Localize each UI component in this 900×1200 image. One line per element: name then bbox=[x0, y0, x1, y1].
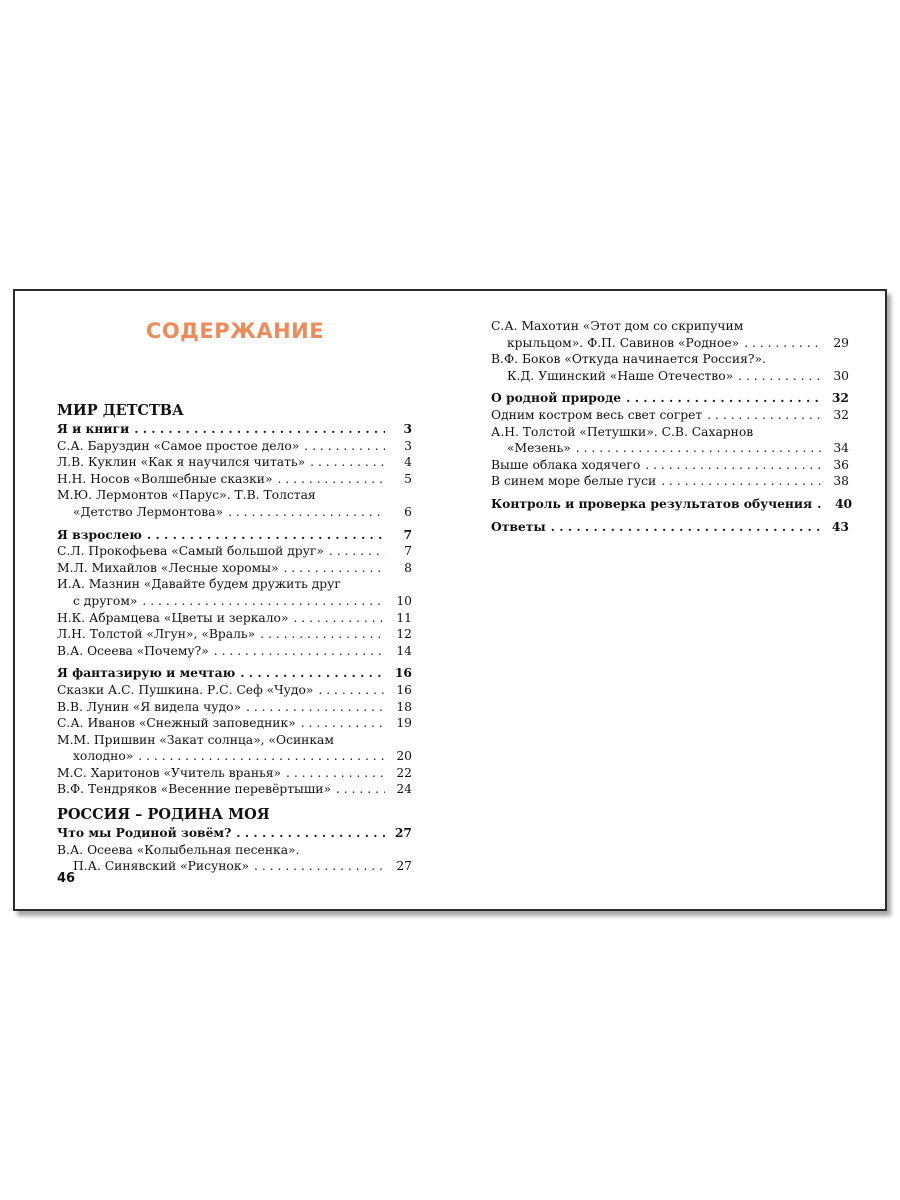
entry-text: В.Ф. Боков «Откуда начинается Россия?». bbox=[491, 352, 766, 367]
entry-text: В синем море белые гуси bbox=[491, 474, 657, 489]
entry-text: О родной природе bbox=[491, 390, 622, 406]
entry-text: М.М. Пришвин «Закат солнца», «Осинкам bbox=[57, 732, 334, 747]
dot-leader bbox=[329, 543, 385, 560]
entry-page: 4 bbox=[404, 455, 412, 470]
entry-page: 7 bbox=[404, 544, 412, 559]
dot-leader bbox=[236, 825, 385, 842]
entry-page: 43 bbox=[831, 518, 849, 534]
toc-entry bbox=[57, 732, 412, 765]
dot-leader bbox=[576, 440, 822, 457]
entry-page: 32 bbox=[833, 407, 849, 422]
toc-entry bbox=[57, 543, 412, 560]
entry-page: 16 bbox=[396, 682, 412, 697]
toc-entry bbox=[57, 765, 412, 782]
toc-entry bbox=[491, 495, 853, 513]
entry-text: С.А. Иванов «Снежный заповедник» bbox=[57, 716, 296, 731]
dot-leader bbox=[293, 610, 385, 627]
entry-page: 3 bbox=[404, 438, 412, 453]
toc-entry bbox=[57, 626, 412, 643]
toc-entry bbox=[491, 318, 849, 351]
entry-page: 38 bbox=[833, 474, 849, 489]
dot-leader bbox=[214, 643, 385, 660]
toc-entry bbox=[57, 527, 412, 544]
entry-page: 18 bbox=[396, 699, 412, 714]
toc-group bbox=[57, 765, 412, 798]
toc-group bbox=[57, 527, 412, 577]
toc-entry bbox=[57, 560, 412, 577]
dot-leader bbox=[707, 407, 822, 424]
dot-leader bbox=[645, 457, 822, 474]
toc-entry bbox=[57, 643, 412, 660]
entry-text: В.В. Лунин «Я видела чудо» bbox=[57, 699, 242, 714]
dot-leader bbox=[134, 421, 385, 438]
entry-text: В.Ф. Тендряков «Весенние перевёртыши» bbox=[57, 782, 331, 797]
entry-text: Н.Н. Носов «Волшебные сказки» bbox=[57, 471, 273, 486]
toc-entry bbox=[57, 699, 412, 716]
dot-leader bbox=[817, 496, 825, 513]
entry-text: Л.Н. Толстой «Лгун», «Враль» bbox=[57, 627, 256, 642]
entry-page: 36 bbox=[833, 457, 849, 472]
entry-text: Я взрослею bbox=[57, 526, 142, 542]
entry-text: Л.В. Куклин «Как я научился читать» bbox=[57, 455, 306, 470]
entry-text: В.А. Осеева «Почему?» bbox=[57, 643, 209, 658]
entry-text: К.Д. Ушинский «Наше Отечество» bbox=[507, 368, 734, 383]
dot-leader bbox=[254, 858, 385, 875]
entry-text: С.Л. Прокофьева «Самый большой друг» bbox=[57, 544, 324, 559]
toc-entry bbox=[57, 842, 412, 875]
entry-text: Контроль и проверка результатов обучения bbox=[491, 495, 813, 511]
dot-leader bbox=[551, 519, 822, 536]
toc-group bbox=[491, 457, 849, 490]
right-column bbox=[491, 318, 853, 535]
toc-entry bbox=[491, 473, 849, 490]
entry-page: 20 bbox=[396, 749, 412, 764]
entry-text: крыльцом». Ф.П. Савинов «Родное» bbox=[507, 335, 740, 350]
entry-text: Выше облака ходячего bbox=[491, 457, 641, 472]
dot-leader bbox=[138, 748, 385, 765]
entry-text: «Мезень» bbox=[507, 441, 571, 456]
dot-leader bbox=[240, 665, 385, 682]
left-column bbox=[57, 402, 412, 875]
entry-text: холодно» bbox=[73, 749, 134, 764]
entry-text: Что мы Родиной зовём? bbox=[57, 825, 232, 841]
entry-text: П.А. Синявский «Рисунок» bbox=[73, 859, 250, 874]
entry-text: М.Л. Михайлов «Лесные хоромы» bbox=[57, 560, 279, 575]
dot-leader bbox=[304, 438, 385, 455]
entry-text: Я фантазирую и мечтаю bbox=[57, 665, 236, 681]
toc-group bbox=[57, 610, 412, 660]
entry-text: Я и книги bbox=[57, 421, 130, 436]
entry-page: 11 bbox=[396, 610, 412, 625]
entry-page: 19 bbox=[396, 716, 412, 731]
dot-leader bbox=[278, 471, 386, 488]
toc-group bbox=[57, 825, 412, 842]
entry-page: 10 bbox=[396, 593, 412, 608]
dot-leader bbox=[336, 781, 385, 798]
toc-entry bbox=[57, 682, 412, 699]
book-page-spread bbox=[13, 289, 887, 911]
entry-page: 12 bbox=[396, 627, 412, 642]
dot-leader bbox=[301, 715, 385, 732]
entry-page: 27 bbox=[396, 859, 412, 874]
dot-leader bbox=[246, 699, 385, 716]
toc-group bbox=[491, 390, 849, 423]
dot-leader bbox=[286, 765, 385, 782]
toc-entry bbox=[57, 781, 412, 798]
toc-entry bbox=[491, 424, 849, 457]
entry-page: 22 bbox=[396, 765, 412, 780]
toc-group bbox=[57, 665, 412, 731]
page-number: 46 bbox=[57, 871, 76, 886]
entry-page: 3 bbox=[403, 421, 412, 436]
toc-entry bbox=[491, 351, 849, 384]
dot-leader bbox=[318, 682, 385, 699]
entry-text: Ответы bbox=[491, 518, 546, 534]
entry-page: 24 bbox=[396, 782, 412, 797]
entry-text: М.С. Харитонов «Учитель вранья» bbox=[57, 765, 282, 780]
dot-leader bbox=[228, 504, 385, 521]
dot-leader bbox=[260, 626, 385, 643]
toc-group bbox=[491, 495, 853, 513]
dot-leader bbox=[142, 593, 385, 610]
toc-entry bbox=[491, 390, 849, 407]
dot-leader bbox=[310, 454, 385, 471]
entry-text: Одним костром весь свет согрет bbox=[491, 407, 703, 422]
page-title: СОДЕРЖАНИЕ bbox=[145, 319, 325, 343]
entry-text: В.А. Осеева «Колыбельная песенка». bbox=[57, 842, 300, 857]
section-heading: МИР ДЕТСТВА bbox=[57, 402, 184, 419]
toc-entry bbox=[491, 457, 849, 474]
toc-entry bbox=[57, 454, 412, 471]
entry-page: 27 bbox=[394, 825, 412, 841]
toc-entry bbox=[57, 825, 412, 842]
toc-entry bbox=[57, 438, 412, 455]
entry-page: 16 bbox=[394, 665, 412, 681]
dot-leader bbox=[744, 335, 822, 352]
toc-group bbox=[57, 421, 412, 487]
entry-page: 40 bbox=[834, 495, 853, 511]
entry-text: Сказки А.С. Пушкина. Р.С. Сеф «Чудо» bbox=[57, 682, 314, 697]
dot-leader bbox=[661, 473, 822, 490]
entry-text: И.А. Мазнин «Давайте будем дружить друг bbox=[57, 577, 341, 592]
toc-entry bbox=[57, 715, 412, 732]
entry-text: М.Ю. Лермонтов «Парус». Т.В. Толстая bbox=[57, 488, 316, 503]
entry-text: с другом» bbox=[73, 593, 138, 608]
toc-entry bbox=[57, 665, 412, 682]
entry-page: 7 bbox=[403, 526, 412, 542]
entry-page: 30 bbox=[833, 368, 849, 383]
dot-leader bbox=[283, 560, 385, 577]
entry-text: А.Н. Толстой «Петушки». С.В. Сахарнов bbox=[491, 424, 754, 439]
dot-leader bbox=[147, 527, 385, 544]
entry-text: С.А. Махотин «Этот дом со скрипучим bbox=[491, 319, 744, 333]
entry-page: 34 bbox=[833, 441, 849, 456]
toc-entry bbox=[57, 421, 412, 438]
entry-page: 32 bbox=[831, 390, 849, 406]
entry-page: 29 bbox=[833, 335, 849, 350]
toc-entry bbox=[491, 519, 849, 536]
entry-text: «Детство Лермонтова» bbox=[73, 504, 224, 519]
section-heading: РОССИЯ – РОДИНА МОЯ bbox=[57, 806, 270, 824]
entry-text: С.А. Баруздин «Самое простое дело» bbox=[57, 438, 300, 453]
entry-page: 6 bbox=[404, 504, 412, 519]
toc-entry bbox=[491, 407, 849, 424]
toc-entry bbox=[57, 576, 412, 609]
entry-page: 5 bbox=[404, 471, 412, 486]
toc-entry bbox=[57, 487, 412, 520]
entry-page: 8 bbox=[404, 560, 412, 575]
toc-entry bbox=[57, 610, 412, 627]
dot-leader bbox=[626, 390, 822, 407]
toc-entry bbox=[57, 471, 412, 488]
entry-page: 14 bbox=[396, 643, 412, 658]
toc-group bbox=[491, 519, 849, 536]
dot-leader bbox=[738, 368, 822, 385]
entry-text: Н.К. Абрамцева «Цветы и зеркало» bbox=[57, 610, 289, 625]
